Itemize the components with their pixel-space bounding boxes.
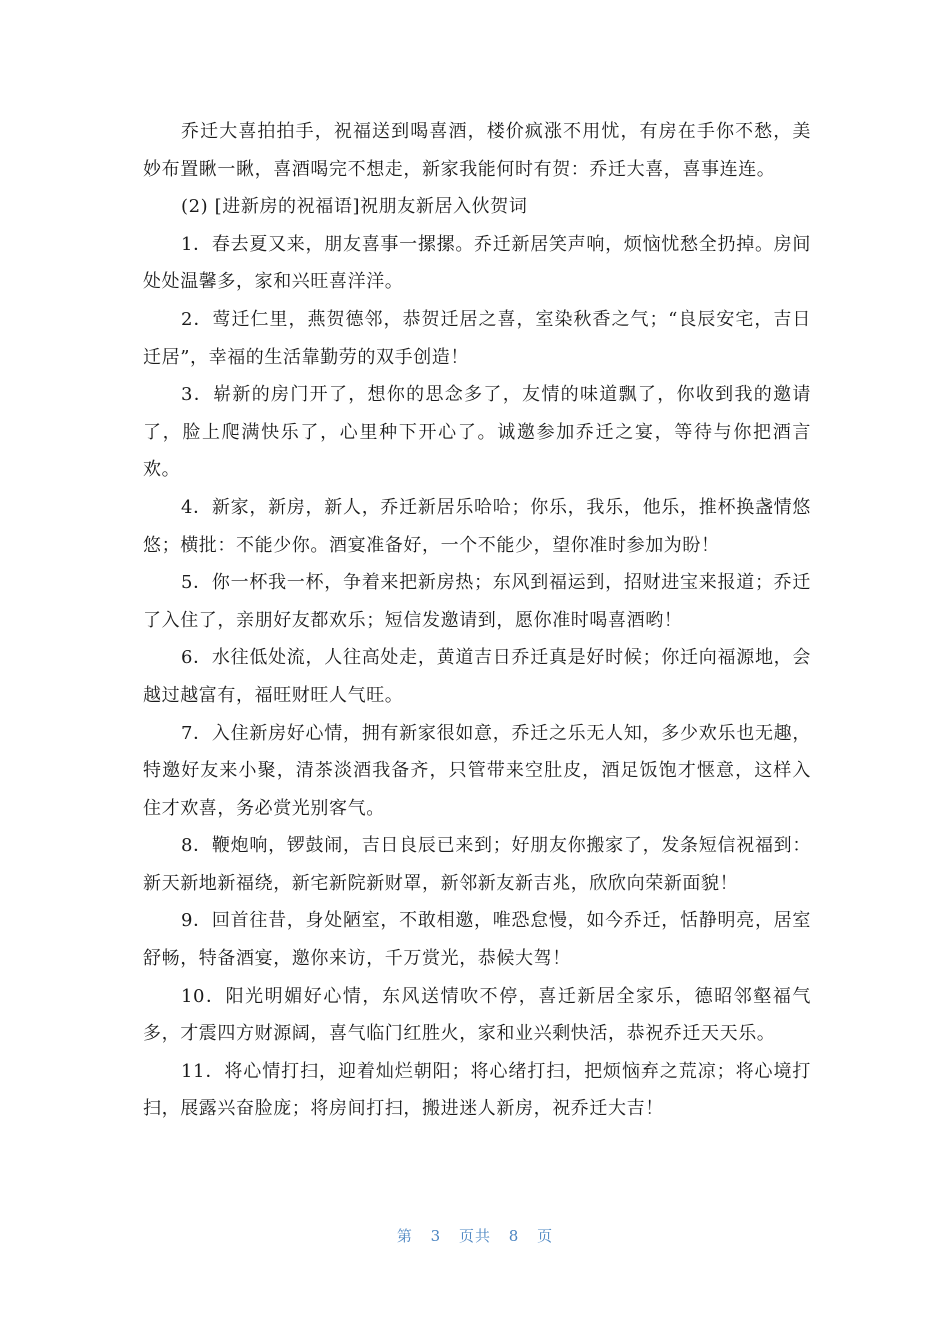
paragraph: 乔迁大喜拍拍手，祝福送到喝喜酒，楼价疯涨不用忧，有房在手你不愁，美妙布置瞅一瞅，喜酒喝完不想走，新家我能何时有贺：乔迁大喜，喜事连连。 xyxy=(143,121,811,180)
total-pages-number: 8 xyxy=(508,1227,520,1245)
list-item: 4．新家，新房，新人，乔迁新居乐哈哈；你乐，我乐，他乐，推杯换盏情悠悠；横批：不能少你。酒宴准备好，一个不能少，望你准时参加为盼！ xyxy=(143,496,811,556)
footer-middle: 页共 xyxy=(458,1227,491,1245)
footer-suffix: 页 xyxy=(537,1227,554,1245)
footer-prefix: 第 xyxy=(396,1227,413,1245)
list-item: 2．莺迁仁里，燕贺德邻，恭贺迁居之喜，室染秋香之气；“良辰安宅，吉日迁居”，幸福的生活靠勤劳的双手创造！ xyxy=(143,308,811,368)
list-item: 6．水往低处流，人往高处走，黄道吉日乔迁真是好时候；你迁向福源地，会越过越富有，福旺财旺人气旺。 xyxy=(143,647,811,706)
list-item: 5．你一杯我一杯，争着来把新房热；东风到福运到，招财进宝来报道；乔迁了入住了，亲朋好友都欢乐；短信发邀请到，愿你准时喝喜酒哟！ xyxy=(143,572,811,631)
list-item: 11．将心情打扫，迎着灿烂朝阳；将心绪打扫，把烦恼弃之荒凉；将心境打扫，展露兴奋脸庞；将房间打扫，搬进迷人新房，祝乔迁大吉！ xyxy=(143,1060,811,1120)
list-item: 10．阳光明媚好心情，东风送情吹不停，喜迁新居全家乐，德昭邻壑福气多，才震四方财源阔，喜气临门红胜火，家和业兴剩快活，恭祝乔迁天天乐。 xyxy=(143,985,811,1045)
section-heading: (2) [进新房的祝福语]祝朋友新居入伙贺词 xyxy=(181,196,528,218)
document-body xyxy=(143,113,811,1128)
list-item: 8．鞭炮响，锣鼓闹，吉日良辰已来到；好朋友你搬家了，发条短信祝福到：新天新地新福绕，新宅新院新财罩，新邻新友新吉兆，欣欣向荣新面貌！ xyxy=(143,835,811,894)
list-item: 1．春去夏又来，朋友喜事一摞摞。乔迁新居笑声响，烦恼忧愁全扔掉。房间处处温馨多，家和兴旺喜洋洋。 xyxy=(143,233,811,293)
list-item: 7．入住新房好心情，拥有新家很如意，乔迁之乐无人知，多少欢乐也无趣，特邀好友来小聚，清茶淡酒我备齐，只管带来空肚皮，酒足饭饱才惬意，这样入住才欢喜，务必赏光别客气。 xyxy=(143,722,811,819)
list-item: 3．崭新的房门开了，想你的思念多了，友情的味道飘了，你收到我的邀请了，脸上爬满快乐了，心里种下开心了。诚邀参加乔迁之宴，等待与你把酒言欢。 xyxy=(143,384,811,481)
current-page-number: 3 xyxy=(430,1227,442,1245)
list-item: 9．回首往昔，身处陋室，不敢相邀，唯恐怠慢，如今乔迁，恬静明亮，居室舒畅，特备酒宴，邀你来访，千万赏光，恭候大驾！ xyxy=(143,910,811,970)
page-footer xyxy=(0,1225,950,1246)
